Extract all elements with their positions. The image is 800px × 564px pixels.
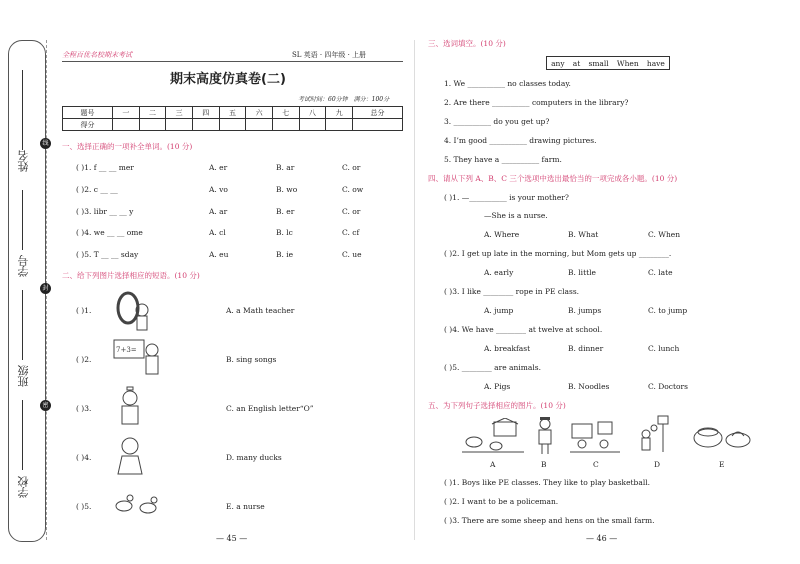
option: A. jump xyxy=(484,306,514,315)
school-label: 学校 xyxy=(17,476,30,498)
option: A. ar xyxy=(209,207,228,216)
option: C. lunch xyxy=(648,344,680,353)
word: small xyxy=(588,58,609,68)
word: have xyxy=(646,58,665,68)
name-label: 姓名 xyxy=(17,150,30,172)
score-head: 总分 xyxy=(352,107,402,119)
score-cell[interactable] xyxy=(166,119,193,131)
food-picture xyxy=(692,420,754,450)
page-title: 期末高度仿真卷(二) xyxy=(170,72,286,87)
option: D. many ducks xyxy=(226,453,282,462)
option: C. When xyxy=(648,230,681,239)
seal-seal: 封 xyxy=(40,283,51,294)
option: C. late xyxy=(648,268,673,277)
option: A. breakfast xyxy=(484,344,531,353)
seal-line: 线 xyxy=(40,138,51,149)
option: C. to jump xyxy=(648,306,688,315)
question: ( )1. f __ __ mer xyxy=(76,163,134,172)
letter-o-picture xyxy=(112,288,152,332)
score-head: 二 xyxy=(139,107,166,119)
option: C. an English letter“O” xyxy=(226,404,314,413)
option: B. wo xyxy=(276,185,298,194)
option: A. a Math teacher xyxy=(226,306,295,315)
score-head: 七 xyxy=(272,107,299,119)
s1-heading: 一、选择正确的一项补全单词。(10 分) xyxy=(62,142,193,151)
option: A. vo xyxy=(209,185,228,194)
singing-girl-picture xyxy=(112,434,148,478)
option: A. Where xyxy=(484,230,520,239)
score-head: 五 xyxy=(219,107,246,119)
word-box xyxy=(546,56,670,70)
option: B. lc xyxy=(276,228,293,237)
score-head: 八 xyxy=(299,107,326,119)
option: E. a nurse xyxy=(226,502,265,511)
option: B. ie xyxy=(276,250,294,259)
picture-letter: A xyxy=(490,460,496,469)
option: B. dinner xyxy=(568,344,604,353)
option: B. What xyxy=(568,230,599,239)
score-cell[interactable] xyxy=(299,119,326,131)
picture-letter: B xyxy=(541,460,547,469)
score-head: 题号 xyxy=(63,107,113,119)
question: ( )2. xyxy=(76,355,92,364)
option: C. ue xyxy=(342,250,362,259)
word: When xyxy=(616,58,639,68)
page-number-right: — 46 — xyxy=(586,534,618,543)
question: ( )3. I like ________ rope in PE class. xyxy=(444,287,580,296)
series-label: 全程百优名校期末考试 xyxy=(62,51,132,59)
s5-heading: 五、为下列句子选择相应的图片。(10 分) xyxy=(428,401,566,410)
school-line xyxy=(22,400,23,470)
fill-item: 1. We __________ no classes today. xyxy=(444,79,571,88)
option: A. eu xyxy=(209,250,229,259)
question: ( )3. There are some sheep and hens on the small farm. xyxy=(444,516,655,525)
option: B. er xyxy=(276,207,295,216)
ducks-picture xyxy=(112,488,164,518)
option: C. Doctors xyxy=(648,382,688,391)
picture-letter: E xyxy=(719,460,725,469)
name-line xyxy=(22,70,23,150)
math-teacher-picture xyxy=(112,338,162,378)
number-line xyxy=(22,190,23,250)
question: ( )1. Boys like PE classes. They like to play basketball. xyxy=(444,478,651,487)
option: C. or xyxy=(342,163,361,172)
option: B. Noodles xyxy=(568,382,610,391)
question: ( )3. xyxy=(76,404,92,413)
score-head: 九 xyxy=(326,107,353,119)
score-cell[interactable] xyxy=(192,119,219,131)
option: B. little xyxy=(568,268,596,277)
score-cell[interactable] xyxy=(219,119,246,131)
score-cell[interactable] xyxy=(113,119,140,131)
score-cell[interactable] xyxy=(272,119,299,131)
time-score: 考试时间：60分钟 满分：100分 xyxy=(298,96,390,103)
score-label: 得分 xyxy=(63,119,113,131)
question: ( )4. we __ __ ome xyxy=(76,228,143,237)
question: ( )4. We have ________ at twelve at school. xyxy=(444,325,603,334)
s2-heading: 二、给下列图片选择相应的短语。(10 分) xyxy=(62,271,200,280)
fill-item: 5. They have a __________ farm. xyxy=(444,155,562,164)
picture-letter: C xyxy=(593,460,599,469)
class-label: 班级 xyxy=(17,365,30,387)
option: B. jumps xyxy=(568,306,602,315)
question: ( )1. xyxy=(76,306,92,315)
farm-picture xyxy=(462,418,524,454)
question: ( )5. xyxy=(76,502,92,511)
picture-letter: D xyxy=(654,460,661,469)
s4-heading: 四、请从下列 A、B、C 三个选项中选出最恰当的一项完成各小题。(10 分) xyxy=(428,174,678,183)
score-head: 四 xyxy=(192,107,219,119)
question: ( )2. I want to be a policeman. xyxy=(444,497,559,506)
score-head: 三 xyxy=(166,107,193,119)
question: ( )5. T __ __ sday xyxy=(76,250,139,259)
option: C. cf xyxy=(342,228,360,237)
score-cell[interactable] xyxy=(352,119,402,131)
score-head: 六 xyxy=(246,107,273,119)
question: ( )4. xyxy=(76,453,92,462)
classroom-picture xyxy=(570,418,620,454)
score-head: 一 xyxy=(113,107,140,119)
basketball-picture xyxy=(638,414,672,454)
option: A. cl xyxy=(209,228,226,237)
svg-text:7+3=: 7+3= xyxy=(116,346,137,354)
option: A. er xyxy=(209,163,228,172)
question-line: —She is a nurse. xyxy=(484,211,548,220)
word: at xyxy=(572,58,581,68)
option: A. early xyxy=(484,268,514,277)
option: B. sing songs xyxy=(226,355,277,364)
score-table xyxy=(62,106,403,131)
s3-heading: 三、选词填空。(10 分) xyxy=(428,39,506,48)
option: C. or xyxy=(342,207,361,216)
fill-item: 3. __________ do you get up? xyxy=(444,117,550,126)
page-divider xyxy=(414,40,415,540)
question: ( )1. —__________ is your mother? xyxy=(444,193,569,202)
fill-item: 4. I’m good __________ drawing pictures. xyxy=(444,136,597,145)
question: ( )2. I get up late in the morning, but Mom gets up ________. xyxy=(444,249,672,258)
score-cell[interactable] xyxy=(326,119,353,131)
page-number-left: — 45 — xyxy=(216,534,248,543)
word: any xyxy=(551,58,565,68)
score-cell[interactable] xyxy=(139,119,166,131)
question: ( )3. libr __ __ y xyxy=(76,207,134,216)
seal-secret: 密 xyxy=(40,400,51,411)
option: C. ow xyxy=(342,185,364,194)
nurse-picture xyxy=(112,386,148,430)
option: A. Pigs xyxy=(484,382,511,391)
option: B. ar xyxy=(276,163,295,172)
header-rule xyxy=(62,61,403,62)
question: ( )2. c __ __ xyxy=(76,185,118,194)
class-line xyxy=(22,290,23,360)
policeman-picture xyxy=(534,416,556,456)
subject-label: SL 英语 · 四年级 · 上册 xyxy=(292,51,367,59)
fill-item: 2. Are there __________ computers in the library? xyxy=(444,98,629,107)
number-label: 学号 xyxy=(17,255,30,277)
score-cell[interactable] xyxy=(246,119,273,131)
question: ( )5. ________ are animals. xyxy=(444,363,541,372)
